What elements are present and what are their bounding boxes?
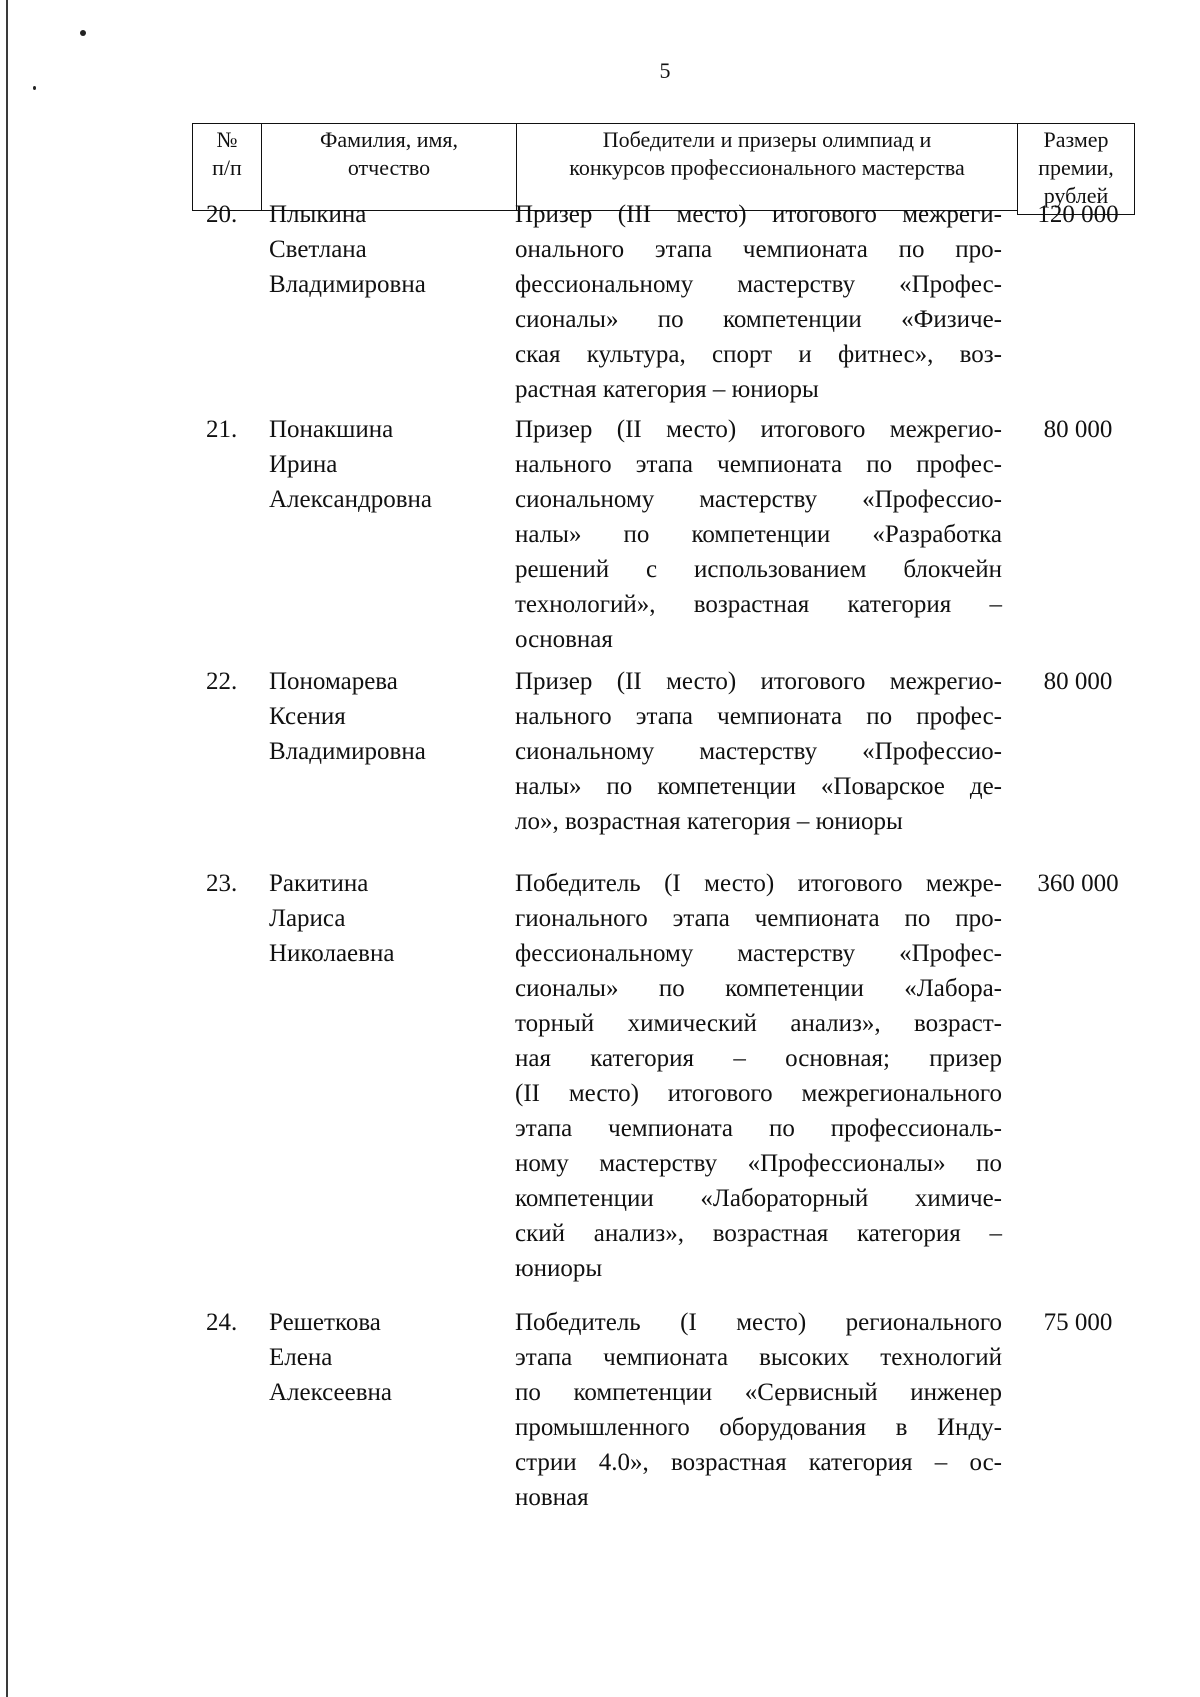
scan-speck bbox=[33, 86, 36, 90]
achievement-line: онального этапа чемпионата по про- bbox=[515, 236, 1002, 263]
row-full-name bbox=[269, 412, 509, 517]
page-number: 5 bbox=[659, 58, 671, 83]
achievement-line: налы» по компетенции «Поварское де- bbox=[515, 773, 1002, 800]
row-prize-amount: 120 000 bbox=[1037, 201, 1119, 228]
row-achievement bbox=[515, 866, 1002, 1286]
row-achievement bbox=[515, 664, 1002, 839]
header-num-line: п/п bbox=[212, 155, 242, 180]
achievement-line: сионалы» по компетенции «Физиче- bbox=[515, 306, 1002, 333]
achievement-line: налы» по компетенции «Разработка bbox=[515, 521, 1002, 548]
achievement-line: по компетенции «Сервисный инженер bbox=[515, 1379, 1002, 1406]
header-name-line: Фамилия, имя, bbox=[319, 127, 459, 152]
row-surname: Решеткова bbox=[269, 1309, 381, 1336]
row-first-name: Ирина bbox=[269, 451, 338, 478]
row-number: 21. bbox=[206, 416, 238, 443]
achievement-line: Победитель (I место) итогового межре- bbox=[515, 870, 1002, 897]
row-first-name: Ксения bbox=[269, 703, 346, 730]
row-number: 23. bbox=[206, 870, 238, 897]
achievement-line: нального этапа чемпионата по профес- bbox=[515, 703, 1002, 730]
achievement-line: этапа чемпионата по профессиональ- bbox=[515, 1115, 1002, 1142]
achievement-line: компетенции «Лабораторный химиче- bbox=[515, 1185, 1002, 1212]
achievement-line: решений с использованием блокчейн bbox=[515, 556, 1002, 583]
achievement-line: ная категория – основная; призер bbox=[515, 1045, 1002, 1072]
row-number: 24. bbox=[206, 1309, 238, 1336]
achievement-line: Призер (III место) итогового межреги- bbox=[515, 201, 1002, 228]
header-description-line: Победители и призеры олимпиад и bbox=[602, 127, 932, 152]
winners-table bbox=[192, 123, 1192, 1511]
row-achievement bbox=[515, 197, 1002, 407]
achievement-line: гионального этапа чемпионата по про- bbox=[515, 905, 1002, 932]
achievement-line: сиональному мастерству «Профессио- bbox=[515, 486, 1002, 513]
row-patronymic: Николаевна bbox=[269, 940, 395, 967]
achievement-line: торный химический анализ», возраст- bbox=[515, 1010, 1002, 1037]
row-patronymic: Алексеевна bbox=[269, 1379, 393, 1406]
row-achievement bbox=[515, 412, 1002, 657]
achievement-line: ский анализ», возрастная категория – bbox=[515, 1220, 1002, 1247]
achievement-line: промышленного оборудования в Инду- bbox=[515, 1414, 1002, 1441]
row-first-name: Елена bbox=[269, 1344, 333, 1371]
row-patronymic: Владимировна bbox=[269, 271, 426, 298]
achievement-line: этапа чемпионата высоких технологий bbox=[515, 1344, 1002, 1371]
row-prize-amount: 80 000 bbox=[1043, 416, 1113, 443]
scan-speck bbox=[80, 30, 86, 36]
achievement-line: сиональному мастерству «Профессио- bbox=[515, 738, 1002, 765]
achievement-line: растная категория – юниоры bbox=[515, 376, 819, 403]
row-surname: Плыкина bbox=[269, 201, 367, 228]
header-name-line: отчество bbox=[347, 155, 431, 180]
row-number: 22. bbox=[206, 668, 238, 695]
achievement-line: сионалы» по компетенции «Лабора- bbox=[515, 975, 1002, 1002]
row-patronymic: Владимировна bbox=[269, 738, 426, 765]
achievement-line: нального этапа чемпионата по профес- bbox=[515, 451, 1002, 478]
row-full-name bbox=[269, 1305, 509, 1410]
row-full-name bbox=[269, 866, 509, 971]
header-prize-line: Размер bbox=[1043, 127, 1109, 152]
row-achievement bbox=[515, 1305, 1002, 1515]
row-patronymic: Александровна bbox=[269, 486, 433, 513]
header-num-line: № bbox=[216, 127, 238, 152]
header-prize-line: премии, bbox=[1038, 155, 1114, 180]
achievement-line: технологий», возрастная категория – bbox=[515, 591, 1002, 618]
row-prize-amount: 75 000 bbox=[1043, 1309, 1113, 1336]
achievement-line: ному мастерству «Профессионалы» по bbox=[515, 1150, 1002, 1177]
row-number: 20. bbox=[206, 201, 238, 228]
scan-edge-line bbox=[6, 0, 8, 1697]
achievement-line: фессиональному мастерству «Профес- bbox=[515, 271, 1002, 298]
achievement-line: новная bbox=[515, 1484, 589, 1511]
achievement-line: Призер (II место) итогового межрегио- bbox=[515, 416, 1002, 443]
achievement-line: (II место) итогового межрегионального bbox=[515, 1080, 1002, 1107]
header-description-line: конкурсов профессионального мастерства bbox=[569, 155, 965, 180]
achievement-line: стрии 4.0», возрастная категория – ос- bbox=[515, 1449, 1002, 1476]
row-prize-amount: 360 000 bbox=[1037, 870, 1119, 897]
row-full-name bbox=[269, 664, 509, 769]
achievement-line: ская культура, спорт и фитнес», воз- bbox=[515, 341, 1002, 368]
achievement-line: Призер (II место) итогового межрегио- bbox=[515, 668, 1002, 695]
row-surname: Пономарева bbox=[269, 668, 398, 695]
achievement-line: Победитель (I место) регионального bbox=[515, 1309, 1002, 1336]
achievement-line: ло», возрастная категория – юниоры bbox=[515, 808, 903, 835]
row-full-name bbox=[269, 197, 509, 302]
row-surname: Ракитина bbox=[269, 870, 369, 897]
row-prize-amount: 80 000 bbox=[1043, 668, 1113, 695]
achievement-line: юниоры bbox=[515, 1255, 603, 1282]
row-surname: Понакшина bbox=[269, 416, 394, 443]
header-prize-line: рублей bbox=[1043, 183, 1109, 208]
achievement-line: основная bbox=[515, 626, 613, 653]
row-first-name: Светлана bbox=[269, 236, 367, 263]
row-first-name: Лариса bbox=[269, 905, 346, 932]
achievement-line: фессиональному мастерству «Профес- bbox=[515, 940, 1002, 967]
